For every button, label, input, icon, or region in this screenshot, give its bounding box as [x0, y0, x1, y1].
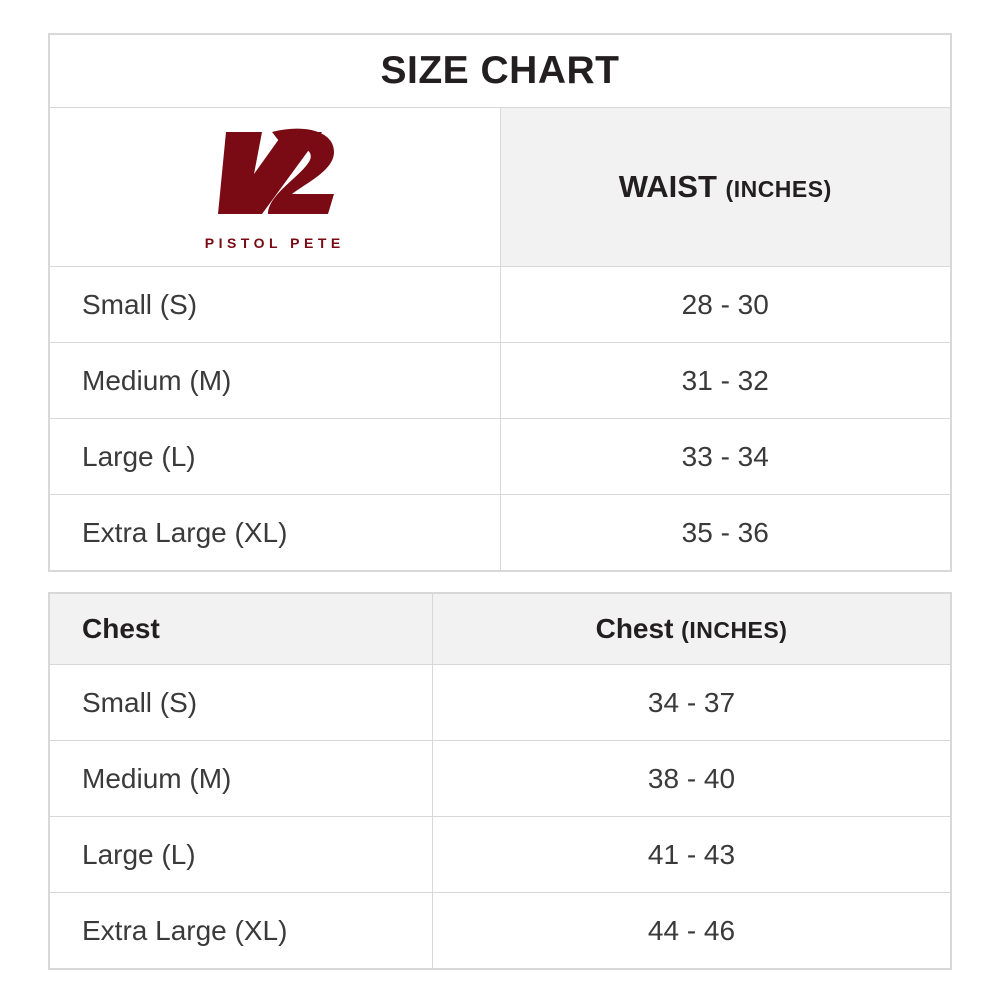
size-value: 44 - 46 [433, 893, 951, 969]
waist-header-row [50, 108, 951, 267]
size-label: Large (L) [50, 419, 501, 495]
chest-header-label: Chest [595, 613, 674, 644]
size-label: Small (S) [50, 665, 433, 741]
table-row [50, 665, 951, 741]
size-label: Extra Large (XL) [50, 893, 433, 969]
chest-column-header [433, 594, 951, 665]
size-value: 34 - 37 [433, 665, 951, 741]
size-label: Large (L) [50, 817, 433, 893]
chest-table [49, 593, 951, 969]
size-value: 31 - 32 [500, 343, 951, 419]
table-row [50, 741, 951, 817]
chest-header-row [50, 594, 951, 665]
page-title: SIZE CHART [50, 35, 951, 108]
table-row [50, 419, 951, 495]
waist-size-table [48, 33, 952, 572]
table-row [50, 495, 951, 571]
table-row [50, 267, 951, 343]
p2-logo-icon [210, 122, 340, 230]
size-label: Medium (M) [50, 343, 501, 419]
size-value: 35 - 36 [500, 495, 951, 571]
brand-wordmark: PISTOL PETE [204, 234, 345, 251]
table-row [50, 893, 951, 969]
waist-table [49, 34, 951, 571]
chest-row-header: Chest [50, 594, 433, 665]
chest-header-unit: (INCHES) [681, 617, 788, 643]
waist-header-unit: (INCHES) [725, 176, 832, 202]
size-value: 28 - 30 [500, 267, 951, 343]
size-value: 41 - 43 [433, 817, 951, 893]
waist-column-header [500, 108, 951, 267]
size-label: Extra Large (XL) [50, 495, 501, 571]
pistol-pete-logo [205, 122, 345, 250]
size-value: 38 - 40 [433, 741, 951, 817]
chest-size-table [48, 592, 952, 970]
table-row [50, 817, 951, 893]
waist-header-label: WAIST [618, 169, 717, 204]
size-label: Medium (M) [50, 741, 433, 817]
title-row [50, 35, 951, 108]
table-row [50, 343, 951, 419]
size-value: 33 - 34 [500, 419, 951, 495]
size-label: Small (S) [50, 267, 501, 343]
brand-logo-cell [50, 108, 501, 267]
